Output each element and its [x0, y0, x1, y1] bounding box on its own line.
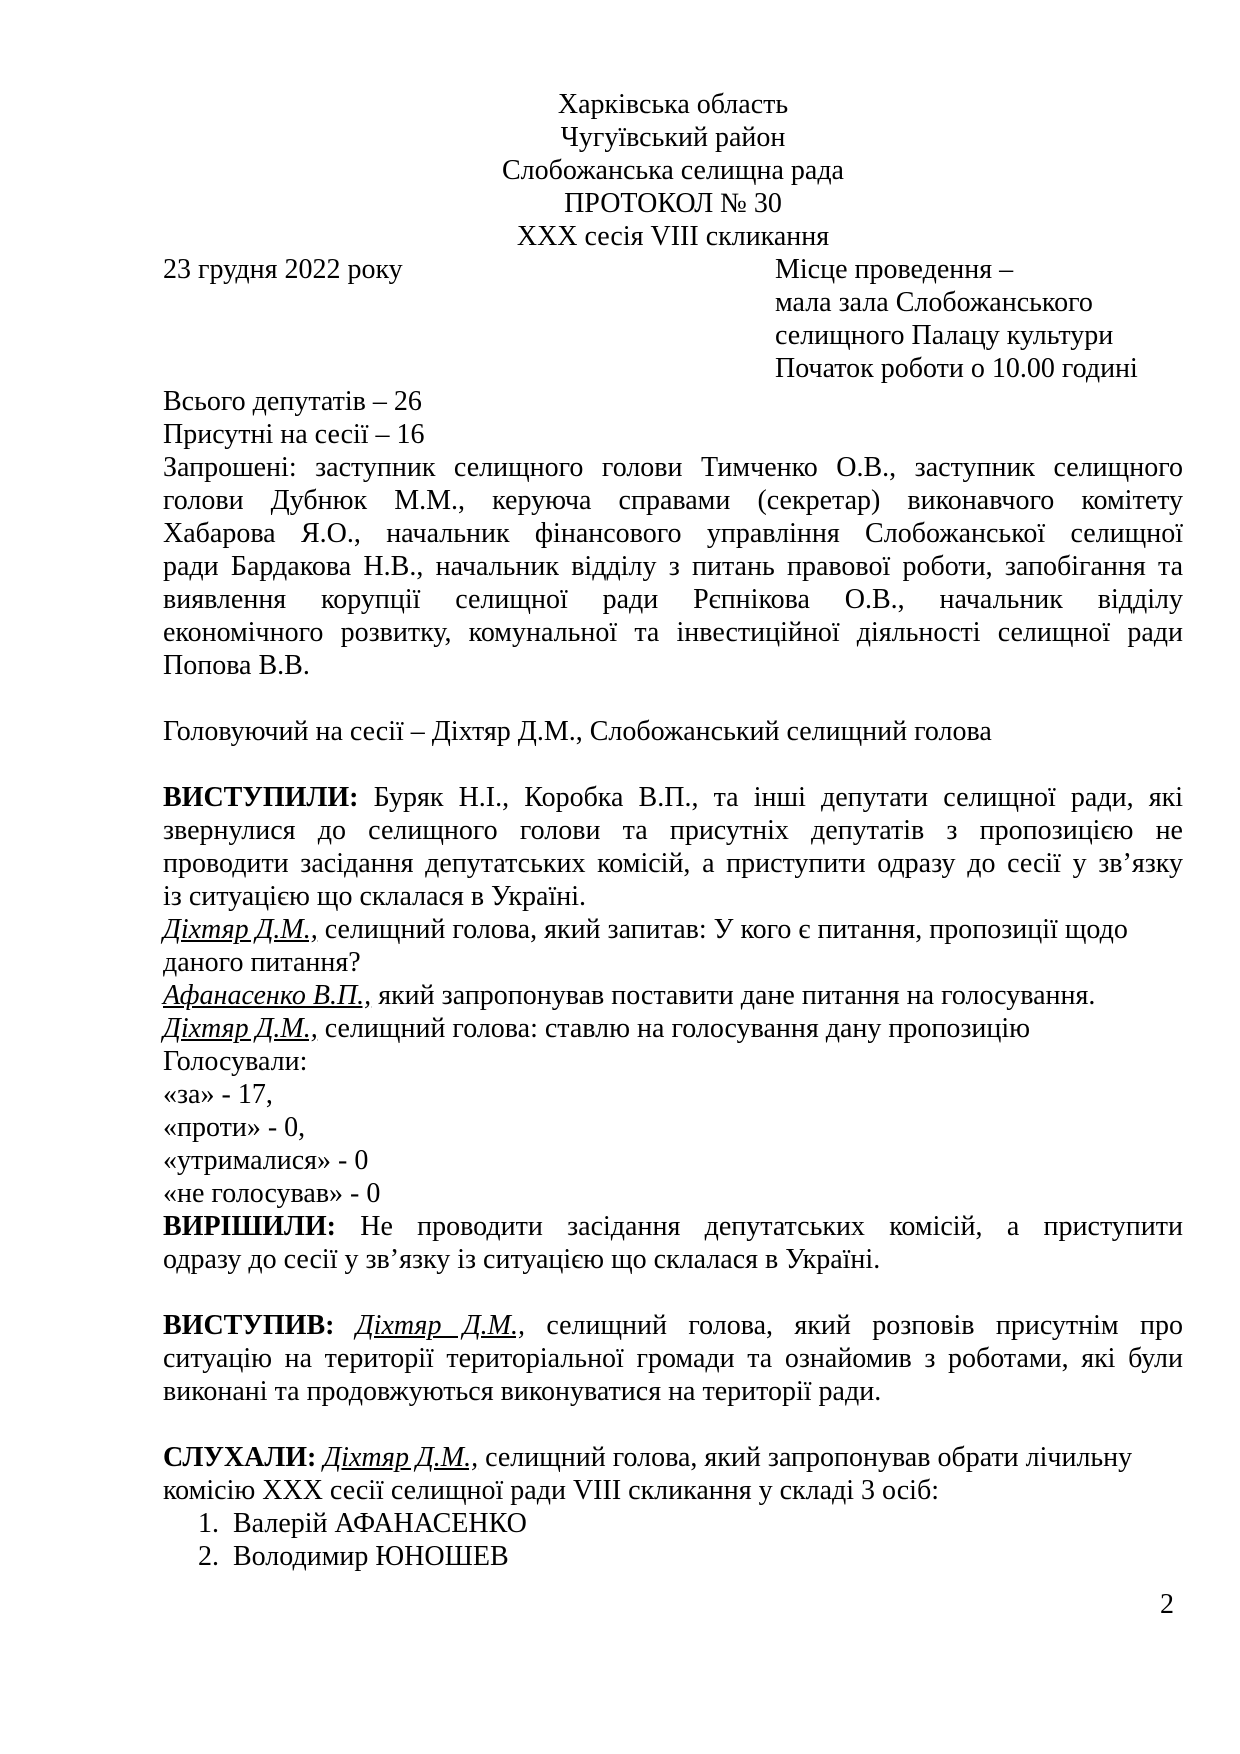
speaker-name: Діхтяр Д.М.,	[163, 1013, 318, 1044]
heard-line: комісію XXX сесії селищної ради VIII скликання у складі 3 осіб:	[163, 1475, 939, 1506]
speaker-text: даного питання?	[163, 947, 361, 978]
page-number: 2	[1160, 1589, 1174, 1620]
speaker-text: селищний голова, який запитав: У кого є питання, пропозиції щодо	[317, 914, 1128, 945]
decided-paragraph	[163, 1210, 1183, 1276]
spoke2-text: селищний голова, який розповів присутнім про	[524, 1310, 1183, 1341]
decided-label: ВИРІШИЛИ:	[163, 1211, 336, 1242]
vote-block	[163, 1045, 1183, 1210]
speaker-text: який запропонував поставити дане питання на голосування.	[371, 980, 1096, 1011]
speaker-name: Діхтяр Д.М.,	[355, 1310, 525, 1341]
chair-line: Головуючий на сесії – Діхтяр Д.М., Слобожанський селищний голова	[163, 716, 992, 747]
venue-line: Початок роботи о 10.00 годині	[775, 353, 1138, 384]
spoke-paragraph	[163, 781, 1183, 913]
vote-abstained: «утрималися» - 0	[163, 1145, 369, 1176]
document-body	[163, 385, 1183, 1573]
venue-line: селищного Палацу культури	[775, 320, 1114, 351]
meeting-date: 23 грудня 2022 року	[163, 254, 403, 285]
district-line: Чугуївський район	[560, 122, 786, 153]
decided-text: Не проводити засідання депутатських комісій, а приступити	[335, 1211, 1183, 1242]
invited-paragraph	[163, 451, 1183, 682]
spoke2-line: ситуацію на території територіальної громади та ознайомив з роботами, які були	[163, 1343, 1183, 1374]
decided-line: одразу до сесії у зв’язку із ситуацією що склалася в Україні.	[163, 1244, 881, 1275]
heard-paragraph	[163, 1441, 1183, 1573]
total-deputies: Всього депутатів – 26	[163, 386, 422, 417]
vote-for: «за» - 17,	[163, 1079, 273, 1110]
list-item: 2. Володимир ЮНОШЕВ	[198, 1541, 509, 1572]
venue-line: Місце проведення –	[775, 254, 1014, 285]
council-line: Слобожанська селищна рада	[502, 155, 844, 186]
spoke2-paragraph	[163, 1309, 1183, 1408]
invited-line: Хабарова Я.О., начальник фінансового управління Слобожанської селищної	[163, 518, 1183, 549]
commission-list	[163, 1507, 1183, 1573]
spoke-line: із ситуацією що склалася в Україні.	[163, 881, 586, 912]
invited-line: голови Дубнюк М.М., керуюча справами (секретар) виконавчого комітету	[163, 485, 1183, 516]
heard-text: селищний голова, який запропонував обрати лічильну	[478, 1442, 1133, 1473]
spoke-text: Буряк Н.І., Коробка В.П., та інші депутати селищної ради, які	[358, 782, 1183, 813]
session-line: XXX сесія VIII скликання	[516, 221, 830, 252]
speaker-name: Діхтяр Д.М.,	[323, 1442, 479, 1473]
present-deputies: Присутні на сесії – 16	[163, 419, 425, 450]
heard-label: СЛУХАЛИ:	[163, 1442, 317, 1473]
document-header	[0, 88, 1240, 253]
vote-label: Голосували:	[163, 1046, 308, 1077]
speaker-name: Діхтяр Д.М.,	[163, 914, 318, 945]
invited-line: Запрошені: заступник селищного голови Тимченко О.В., заступник селищного	[163, 452, 1183, 483]
spoke-label: ВИСТУПИЛИ:	[163, 782, 359, 813]
vote-not-voted: «не голосував» - 0	[163, 1178, 381, 1209]
spoke-line: проводити засідання депутатських комісій, а приступити одразу до сесії у зв’язку	[163, 848, 1183, 879]
venue-block	[775, 253, 1138, 385]
vote-against: «проти» - 0,	[163, 1112, 306, 1143]
invited-line: ради Бардакова Н.В., начальник відділу з питань правової роботи, запобігання та	[163, 551, 1183, 582]
spoke-line: звернулися до селищного голови та присутніх депутатів з пропозицією не	[163, 815, 1183, 846]
region-line: Харківська область	[557, 89, 789, 120]
invited-line: економічного розвитку, комунальної та інвестиційної діяльності селищної ради	[163, 617, 1183, 648]
list-item: 1. Валерій АФАНАСЕНКО	[198, 1508, 527, 1539]
venue-line: мала зала Слобожанського	[775, 287, 1093, 318]
spoke2-label: ВИСТУПИВ:	[163, 1310, 335, 1341]
protocol-title: ПРОТОКОЛ № 30	[564, 188, 782, 219]
invited-line: виявлення корупції селищної ради Рєпнікова О.В., начальник відділу	[163, 584, 1183, 615]
spoke2-line: виконані та продовжуються виконуватися на території ради.	[163, 1376, 882, 1407]
speaker-name: Афанасенко В.П.,	[163, 980, 372, 1011]
speaker-text: селищний голова: ставлю на голосування дану пропозицію	[317, 1013, 1031, 1044]
invited-line: Попова В.В.	[163, 650, 310, 681]
